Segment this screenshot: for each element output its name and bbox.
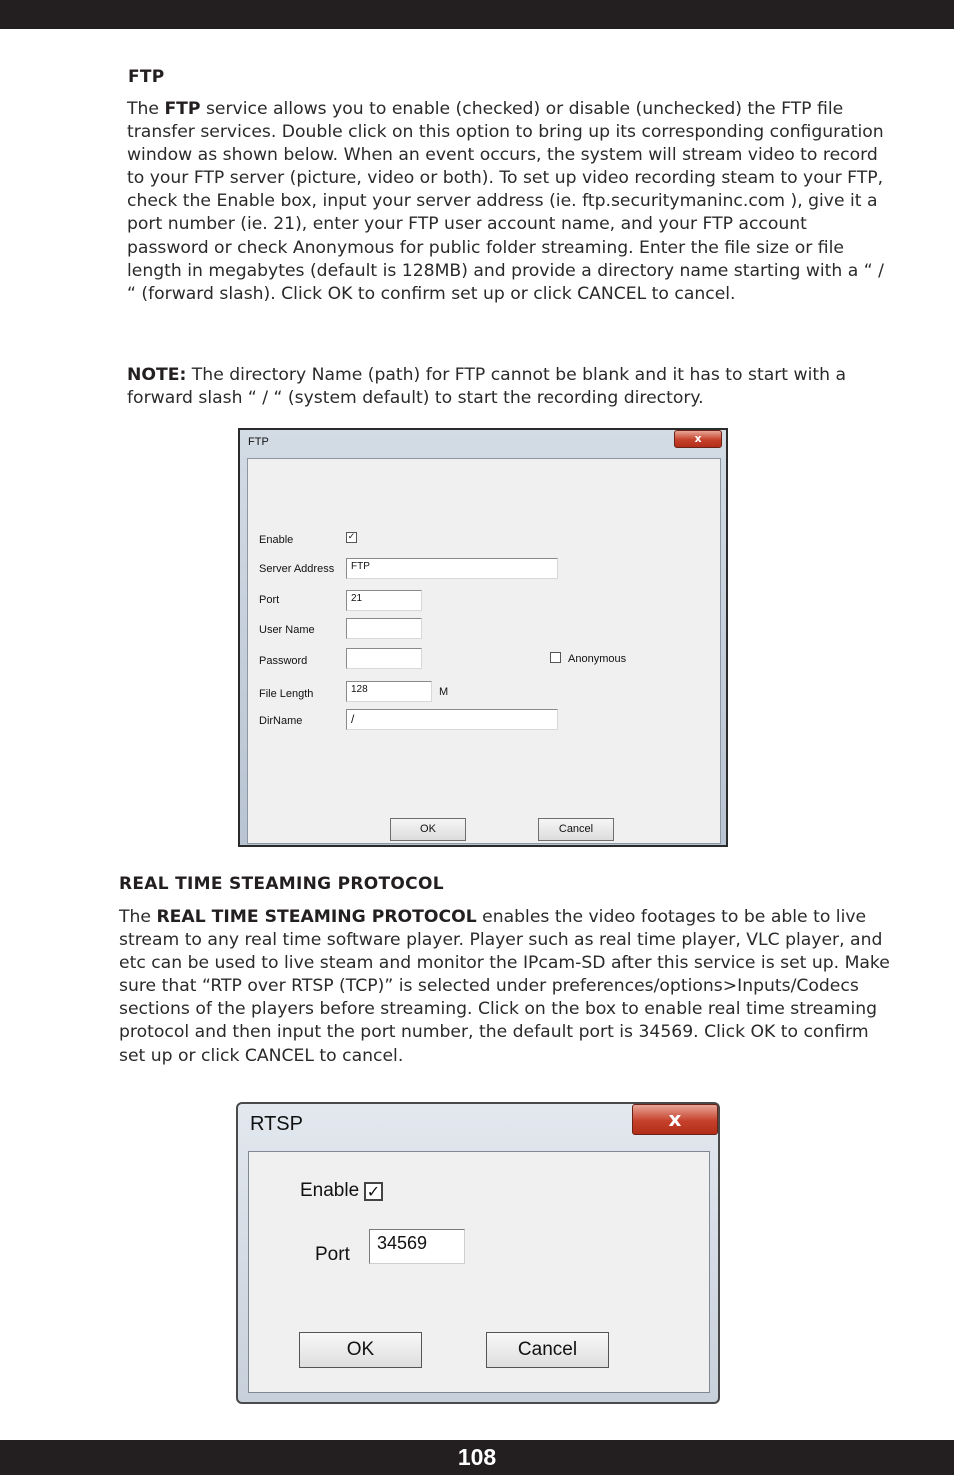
ftp-dialog-body: [247, 458, 721, 844]
dirname-label: DirName: [259, 715, 303, 727]
rtsp-cancel-button[interactable]: Cancel: [486, 1332, 609, 1368]
rtsp-enable-label: Enable: [300, 1180, 360, 1201]
ftp-close-button[interactable]: x: [674, 430, 722, 448]
file-length-unit: M: [439, 686, 449, 698]
server-address-input[interactable]: FTP: [346, 558, 558, 579]
rtsp-dialog: [236, 1102, 720, 1404]
dirname-input[interactable]: /: [346, 709, 558, 730]
top-bar: [0, 0, 954, 29]
rtsp-port-label: Port: [315, 1244, 350, 1265]
rtsp-close-button[interactable]: x: [632, 1104, 718, 1135]
user-name-input[interactable]: [346, 618, 422, 639]
rtsp-port-input[interactable]: 34569: [369, 1229, 465, 1264]
ftp-note: NOTE: The directory Name (path) for FTP cannot be blank and it has to start with a forward slash “ / “ (system default) to start the recording directory.: [127, 365, 846, 409]
rtsp-description: The REAL TIME STEAMING PROTOCOL enables the video footages to be able to live stream to any real time software player. Player such as real time player, VLC player, and etc can be used to live steam and monitor the IPcam-SD after this service is set up. Make sure that “RTP over RTSP (TCP)” is selected under preferences/options>Inputs/Codecs sections of the players before streaming. Click on the box to enable real time streaming protocol and then input the port number, the default port is 34569. Click OK to confirm set up or click CANCEL to cancel.: [119, 907, 890, 1066]
enable-label: Enable: [259, 534, 294, 546]
ftp-heading: FTP: [128, 67, 165, 87]
page-footer: [0, 1440, 954, 1475]
ftp-description: The FTP service allows you to enable (checked) or disable (unchecked) the FTP file transfer services. Double click on this option to bring up its corresponding configuration window as shown below. When an event occurs, the system will stream video to record to your FTP server (picture, video or both). To set up video recording steam to your FTP, check the Enable box, input your server address (ie. ftp.securitymaninc.com ), give it a port number (ie. 21), enter your FTP user account name, and your FTP account password or check Anonymous for public folder streaming. Enter the file size or file length in megabytes (default is 128MB) and provide a directory name starting with a “ / “ (forward slash). Click OK to confirm set up or click CANCEL to cancel.: [127, 99, 884, 304]
file-length-input[interactable]: 128: [346, 681, 432, 702]
file-length-label: File Length: [259, 688, 314, 700]
password-input[interactable]: [346, 648, 422, 669]
rtsp-dialog-title: RTSP: [250, 1113, 303, 1135]
user-name-label: User Name: [259, 624, 315, 636]
enable-checkbox[interactable]: ✓: [347, 532, 356, 542]
rtsp-enable-checkbox[interactable]: ✓: [364, 1182, 383, 1201]
rtsp-ok-button[interactable]: OK: [299, 1332, 422, 1368]
server-address-label: Server Address: [259, 563, 335, 575]
port-label: Port: [259, 594, 280, 606]
ftp-dialog: [238, 428, 728, 847]
rtsp-dialog-body: [248, 1151, 710, 1393]
port-input[interactable]: 21: [346, 590, 422, 611]
password-label: Password: [259, 655, 308, 667]
anonymous-checkbox[interactable]: [550, 652, 561, 663]
ftp-ok-button[interactable]: OK: [390, 818, 466, 841]
anonymous-label: Anonymous: [568, 653, 627, 665]
rtsp-heading: REAL TIME STEAMING PROTOCOL: [119, 874, 444, 894]
page-number: 108: [457, 1444, 497, 1470]
ftp-cancel-button[interactable]: Cancel: [538, 818, 614, 841]
ftp-dialog-title: FTP: [248, 436, 269, 448]
